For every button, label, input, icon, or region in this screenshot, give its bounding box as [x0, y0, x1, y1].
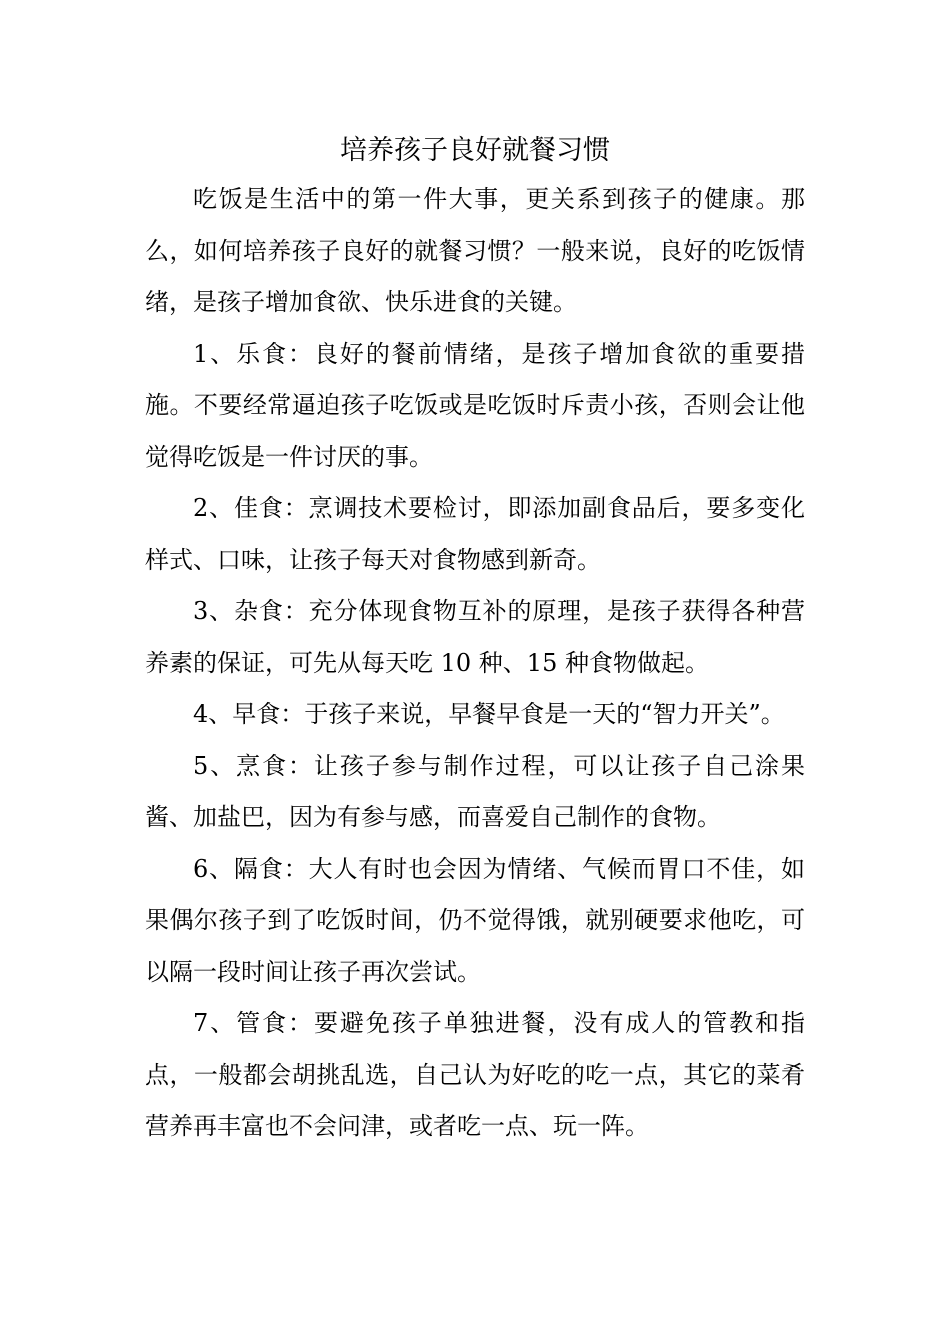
- document-body: [145, 128, 805, 1153]
- paragraph-item-5: 5、烹食：让孩子参与制作过程，可以让孩子自己涂果酱、加盐巴，因为有参与感，而喜爱自己制作的食物。: [145, 751, 805, 831]
- paragraph-item-6: 6、隔食：大人有时也会因为情绪、气候而胃口不佳，如果偶尔孩子到了吃饭时间，仍不觉得饿，就别硬要求他吃，可以隔一段时间让孩子再次尝试。: [145, 854, 805, 986]
- paragraph-intro: 吃饭是生活中的第一件大事，更关系到孩子的健康。那么，如何培养孩子良好的就餐习惯？一般来说，良好的吃饭情绪，是孩子增加食欲、快乐进食的关键。: [145, 185, 805, 316]
- paragraph-item-1: 1、乐食：良好的餐前情绪，是孩子增加食欲的重要措施。不要经常逼迫孩子吃饭或是吃饭时斥责小孩，否则会让他觉得吃饭是一件讨厌的事。: [145, 339, 805, 471]
- paragraph-item-7: 7、管食：要避免孩子单独进餐，没有成人的管教和指点，一般都会胡挑乱选，自己认为好吃的吃一点，其它的菜肴营养再丰富也不会问津，或者吃一点、玩一阵。: [145, 1009, 805, 1140]
- paragraph-item-3: 3、杂食：充分体现食物互补的原理，是孩子获得各种营养素的保证，可先从每天吃 10 种、15 种食物做起。: [145, 597, 805, 677]
- paragraph-item-2: 2、佳食：烹调技术要检讨，即添加副食品后，要多变化样式、口味，让孩子每天对食物感到新奇。: [145, 494, 805, 574]
- paragraph-item-4: 4、早食：于孩子来说，早餐早食是一天的“智力开关”。: [193, 700, 785, 728]
- document-title: 培养孩子良好就餐习惯: [340, 135, 610, 166]
